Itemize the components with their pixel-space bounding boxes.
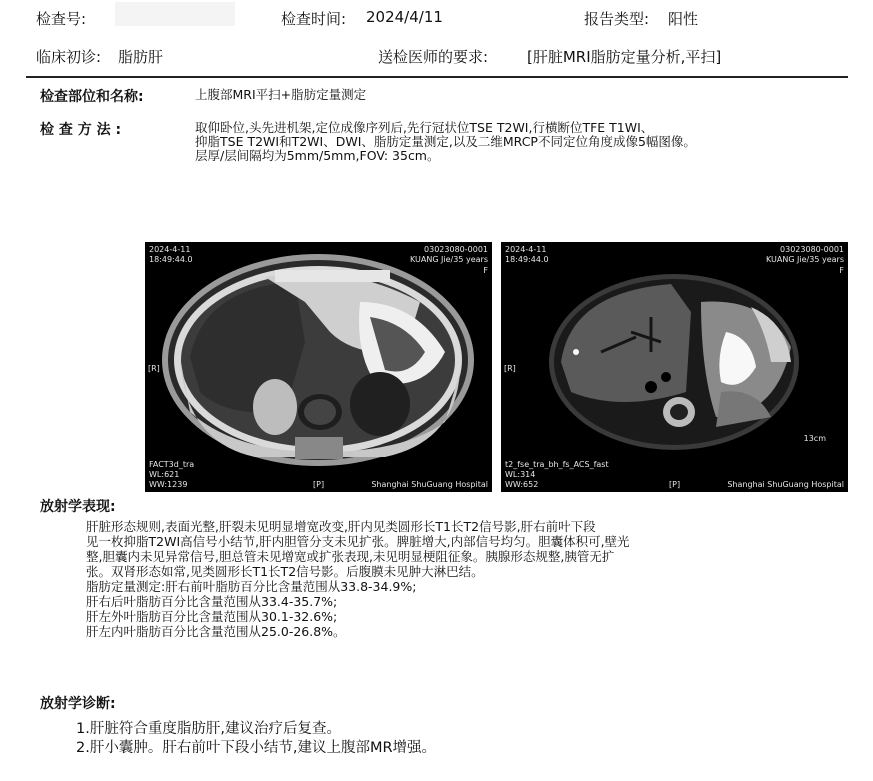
img1-ww: WW:1239 xyxy=(149,480,188,489)
report-type-value: 阳性 xyxy=(668,10,699,28)
img2-left-marker: [R] xyxy=(504,364,516,373)
diagnosis-line: 1.肝脏符合重度脂肪肝,建议治疗后复查。 xyxy=(76,721,341,737)
img2-ww: WW:652 xyxy=(505,480,539,489)
findings-label: 放射学表现: xyxy=(40,499,116,515)
exam-part-label: 检查部位和名称: xyxy=(40,89,144,105)
exam-time-value: 2024/4/11 xyxy=(366,8,443,26)
request-value: [肝脏MRI脂肪定量分析,平扫] xyxy=(527,48,722,66)
method-line: 抑脂TSE T2WI和T2WI、DWI、脂肪定量测定,以及二维MRCP不同定位角度成像5幅图像。 xyxy=(195,134,696,149)
fat-quant-line: 肝左内叶脂肪百分比含量范围从25.0-26.8%。 xyxy=(86,624,346,639)
fat-quant-line: 脂肪定量测定:肝右前叶脂肪百分比含量范围从33.8-34.9%; xyxy=(86,579,417,594)
fat-quant-line: 肝左外叶脂肪百分比含量范围从30.1-32.6%; xyxy=(86,609,338,624)
exam-part-value: 上腹部MRI平扫+脂肪定量测定 xyxy=(195,87,367,102)
findings-text xyxy=(86,519,630,639)
fat-quant-line: 肝右后叶脂肪百分比含量范围从33.4-35.7%; xyxy=(86,594,338,609)
img2-right-marker: F xyxy=(839,266,844,275)
img2-id: 03023080-0001 xyxy=(780,245,844,254)
exam-number-label: 检查号: xyxy=(36,10,87,28)
img1-id: 03023080-0001 xyxy=(424,245,488,254)
img2-wl: WL:314 xyxy=(505,470,536,479)
method-line: 层厚/层间隔均为5mm/5mm,FOV: 35cm。 xyxy=(195,148,440,163)
mri-scan-right-graphic xyxy=(501,242,848,492)
img1-bottom-marker: [P] xyxy=(313,480,325,489)
diagnosis-line: 2.肝小囊肿。肝右前叶下段小结节,建议上腹部MR增强。 xyxy=(76,740,437,756)
findings-line: 肝脏形态规则,表面光整,肝裂未见明显增宽改变,肝内见类圆形长T1长T2信号影,肝右前叶下段 xyxy=(86,519,596,534)
clinical-diagnosis-value: 脂肪肝 xyxy=(118,48,164,66)
img1-wl: WL:621 xyxy=(149,470,180,479)
exam-method-label: 检 查 方 法 : xyxy=(40,122,122,138)
mri-scan-left-graphic xyxy=(145,242,492,492)
clinical-diagnosis-label: 临床初诊: xyxy=(36,48,102,66)
img1-left-marker: [R] xyxy=(148,364,160,373)
method-line: 取仰卧位,头先进机架,定位成像序列后,先行冠状位TSE T2WI,行横断位TFE T1WI、 xyxy=(195,120,654,135)
img2-patient: KUANG Jie/35 years xyxy=(765,255,844,264)
findings-line: 整,胆囊内未见异常信号,胆总管未见增宽或扩张表现,未见明显梗阻征象。胰腺形态规整,胰管无扩 xyxy=(86,549,615,564)
img1-time: 18:49:44.0 xyxy=(149,255,193,264)
mri-image-left xyxy=(145,242,492,492)
img1-date: 2024-4-11 xyxy=(149,245,191,254)
diagnosis-text xyxy=(76,720,436,758)
img2-bottom-marker: [P] xyxy=(669,480,681,489)
img2-sequence: t2_fse_tra_bh_fs_ACS_fast xyxy=(505,460,609,469)
findings-line: 张。双肾形态如常,见类圆形长T1长T2信号影。后腹膜未见肿大淋巴结。 xyxy=(86,564,484,579)
findings-line: 见一枚抑脂T2WI高信号小结节,肝内胆管分支未见扩张。脾脏增大,内部信号均匀。胆囊体积可,壁光 xyxy=(86,534,630,549)
exam-time-label: 检查时间: xyxy=(281,10,347,28)
img2-time: 18:49:44.0 xyxy=(505,255,549,264)
exam-method-text xyxy=(195,121,835,163)
request-label: 送检医师的要求: xyxy=(378,48,489,66)
img1-right-marker: F xyxy=(483,266,488,275)
img2-scale: 13cm xyxy=(803,434,826,443)
diagnosis-label: 放射学诊断: xyxy=(40,696,116,712)
exam-number-redaction xyxy=(115,2,235,26)
report-type-label: 报告类型: xyxy=(584,10,650,28)
img1-hospital: Shanghai ShuGuang Hospital xyxy=(371,480,488,489)
header-divider xyxy=(26,76,848,78)
mri-image-right xyxy=(501,242,848,492)
img1-sequence: FACT3d_tra xyxy=(149,460,195,469)
img2-hospital: Shanghai ShuGuang Hospital xyxy=(727,480,844,489)
img2-date: 2024-4-11 xyxy=(505,245,547,254)
img1-patient: KUANG Jie/35 years xyxy=(409,255,488,264)
